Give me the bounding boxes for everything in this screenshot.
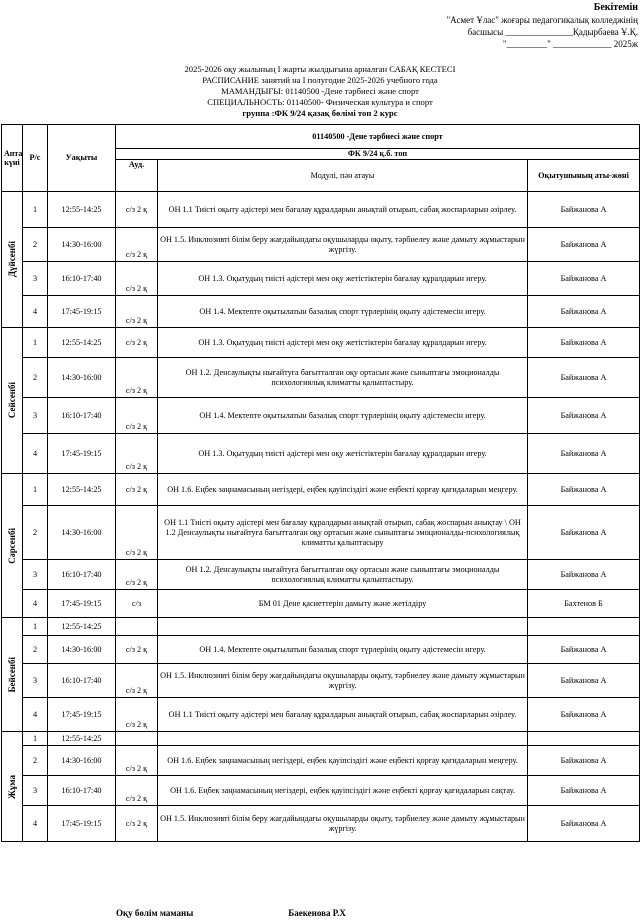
day-cell (2, 618, 23, 732)
day-cell (2, 328, 23, 474)
subject-name: ОН 1.4. Мектепте оқытылатын базалық спорт түрлерінің оқыту әдістемесін игеру. (158, 636, 528, 664)
table-row (2, 732, 640, 746)
teacher-name: Бахтенов Б (528, 590, 640, 618)
lesson-time: 17:45-19:15 (48, 296, 116, 328)
subject-name: ОН 1.1 Тиісті оқыту әдістері мен бағалау құралдарын анықтай отырып, сабақ жоспарларын әзірлеу. (158, 192, 528, 228)
lesson-number: 1 (23, 474, 48, 506)
classroom (116, 618, 158, 636)
subject-name: ОН 1.3. Оқытудың тиісті әдістері мен оқу жетістіктерін бағалау құралдарын игеру. (158, 434, 528, 474)
classroom: с/з (116, 590, 158, 618)
header-group: группа :ФК 9/24 қазақ бөлімі топ 2 курс (242, 108, 398, 118)
footer (116, 908, 346, 918)
teacher-name: Байжанова А (528, 806, 640, 842)
lesson-number: 3 (23, 776, 48, 806)
table-row (2, 698, 640, 732)
lesson-number: 2 (23, 358, 48, 398)
classroom: с/з 2 қ (116, 228, 158, 262)
teacher-name: Байжанова А (528, 698, 640, 732)
table-row (2, 560, 640, 590)
lesson-time: 16:10-17:40 (48, 398, 116, 434)
lesson-time: 14:30-16:00 (48, 636, 116, 664)
day-name: Сейсенбі (7, 382, 17, 419)
teacher-name: Байжанова А (528, 296, 640, 328)
lesson-time: 16:10-17:40 (48, 776, 116, 806)
subject-name: ОН 1.1 Тиісті оқыту әдістері мен бағалау құралдарын анықтай отырып, сабақ жоспарларын әзірлеу. (158, 698, 528, 732)
subject-name (158, 732, 528, 746)
footer-role: Оқу бөлім маманы (116, 908, 194, 918)
lesson-time: 17:45-19:15 (48, 698, 116, 732)
classroom: с/з 2 қ (116, 296, 158, 328)
table-row (2, 296, 640, 328)
lesson-time: 16:10-17:40 (48, 262, 116, 296)
subject-name: ОН 1.3. Оқытудың тиісті әдістері мен оқу жетістіктерін бағалау құралдарын игеру. (158, 262, 528, 296)
lesson-time: 14:30-16:00 (48, 228, 116, 262)
classroom: с/з 2 қ (116, 192, 158, 228)
subject-name: ОН 1.6. Еңбек заңнамасының негіздері, еңбек қауіпсіздігі және еңбекті қорғау қағидаларын сақтау. (158, 776, 528, 806)
subject-name: ОН 1.2. Денсаулықты нығайтуға бағытталған оқу ортасын және сыныптағы эмоционалды психологиялық климатты қалыптастыру. (158, 358, 528, 398)
subject-name: ОН 1.1 Тиісті оқыту әдістері мен бағалау құралдарын анықтай отырып, сабақ жоспарын анықтау \ ОН 1.2 Денсаулықты нығайтуға бағытталған оқу ортасын және сыныптағы эмоционалды-психологиялық климатты қалыптасыру (158, 506, 528, 560)
table-row (2, 618, 640, 636)
col-teacher-header: Оқытушының аты-жөні (528, 160, 640, 192)
subject-name: ОН 1.5. Инклюзивті білім беру жағдайындағы оқушыларды оқыту, тәрбиелеу және дамыту жұмыстарын жүргізу. (158, 228, 528, 262)
header-title-ru: РАСПИСАНИЕ занятий на I полугодие 2025-2026 учебного года (202, 75, 438, 85)
lesson-time: 12:55-14:25 (48, 732, 116, 746)
table-row (2, 664, 640, 698)
table-row (2, 358, 640, 398)
teacher-name: Байжанова А (528, 636, 640, 664)
group-title: ФК 9/24 қ.б. топ (116, 149, 640, 160)
teacher-name: Байжанова А (528, 262, 640, 296)
table-row (2, 506, 640, 560)
table-row (2, 636, 640, 664)
lesson-number: 1 (23, 328, 48, 358)
subject-name: ОН 1.5. Инклюзивті білім беру жағдайындағы оқушыларды оқыту, тәрбиелеу және дамыту жұмыстарын жүргізу. (158, 664, 528, 698)
approval-line-college: "Асмет Ұлас" жоғары педагогикалық колледжінің (446, 15, 638, 25)
col-subject-header: Модулі, пән атауы (158, 160, 528, 192)
classroom: с/з 2 қ (116, 746, 158, 776)
lesson-number: 3 (23, 664, 48, 698)
classroom: с/з 2 қ (116, 328, 158, 358)
table-row (2, 192, 640, 228)
classroom: с/з 2 қ (116, 434, 158, 474)
classroom: с/з 2 қ (116, 474, 158, 506)
col-time-header: Уақыты (48, 125, 116, 192)
day-cell (2, 192, 23, 328)
lesson-number: 4 (23, 296, 48, 328)
subject-name: ОН 1.6. Еңбек заңнамасының негіздері, еңбек қауіпсіздігі және еңбекті қорғау қағидаларын меңгеру. (158, 746, 528, 776)
lesson-time: 16:10-17:40 (48, 560, 116, 590)
header-specialty-kz: МАМАНДЫҒЫ: 01140500 -Дене тәрбиесі және спорт (221, 86, 419, 96)
lesson-number: 4 (23, 698, 48, 732)
subject-name: БМ 01 Дене қасиеттерін дамыту және жетілдіру (158, 590, 528, 618)
table-row (2, 806, 640, 842)
table-row (2, 398, 640, 434)
teacher-name (528, 618, 640, 636)
teacher-name: Байжанова А (528, 358, 640, 398)
lesson-time: 16:10-17:40 (48, 664, 116, 698)
teacher-name: Байжанова А (528, 474, 640, 506)
lesson-time: 12:55-14:25 (48, 328, 116, 358)
specialty-title: 01140500 -Дене тәрбиесі және спорт (116, 125, 640, 149)
classroom: с/з 2 қ (116, 358, 158, 398)
lesson-number: 3 (23, 262, 48, 296)
classroom: с/з 2 қ (116, 698, 158, 732)
lesson-time: 17:45-19:15 (48, 434, 116, 474)
subject-name: ОН 1.2. Денсаулықты нығайтуға бағытталған оқу ортасын және сыныптағы эмоционалды психологиялық климатты қалыптастыру. (158, 560, 528, 590)
lesson-number: 2 (23, 228, 48, 262)
table-row (2, 590, 640, 618)
col-day-header: Апта күні (2, 125, 23, 192)
lesson-time: 12:55-14:25 (48, 474, 116, 506)
lesson-number: 4 (23, 434, 48, 474)
classroom: с/з 2 қ (116, 560, 158, 590)
day-name: Жұма (7, 774, 17, 799)
col-aud-header: Ауд. (116, 160, 158, 192)
lesson-number: 1 (23, 618, 48, 636)
teacher-name: Байжанова А (528, 434, 640, 474)
subject-name: ОН 1.4. Мектепте оқытылатын базалық спорт түрлерінің оқыту әдістемесін игеру. (158, 398, 528, 434)
table-row (2, 328, 640, 358)
day-name: Бейсенбі (7, 656, 17, 693)
lesson-time: 14:30-16:00 (48, 358, 116, 398)
subject-name (158, 618, 528, 636)
lesson-time: 14:30-16:00 (48, 506, 116, 560)
lesson-number: 3 (23, 560, 48, 590)
day-cell (2, 474, 23, 618)
lesson-number: 2 (23, 746, 48, 776)
subject-name: ОН 1.4. Мектепте оқытылатын базалық спорт түрлерінің оқыту әдістемесін игеру. (158, 296, 528, 328)
teacher-name: Байжанова А (528, 328, 640, 358)
lesson-number: 3 (23, 398, 48, 434)
teacher-name: Байжанова А (528, 776, 640, 806)
teacher-name (528, 732, 640, 746)
day-name: Сәрсенбі (7, 527, 17, 564)
table-row (2, 776, 640, 806)
subject-name: ОН 1.5. Инклюзивті білім беру жағдайындағы оқушыларды оқыту, тәрбиелеу және дамыту жұмыстарын жүргізу. (158, 806, 528, 842)
col-num-header: Р/с (23, 125, 48, 192)
document-header (0, 64, 640, 119)
classroom: с/з 2 қ (116, 398, 158, 434)
classroom (116, 732, 158, 746)
teacher-name: Байжанова А (528, 506, 640, 560)
table-row (2, 746, 640, 776)
lesson-number: 1 (23, 192, 48, 228)
classroom: с/з 2 қ (116, 636, 158, 664)
lesson-time: 12:55-14:25 (48, 618, 116, 636)
table-row (2, 228, 640, 262)
lesson-time: 12:55-14:25 (48, 192, 116, 228)
teacher-name: Байжанова А (528, 398, 640, 434)
lesson-number: 4 (23, 806, 48, 842)
lesson-number: 4 (23, 590, 48, 618)
subject-name: ОН 1.3. Оқытудың тиісті әдістері мен оқу жетістіктерін бағалау құралдарын игеру. (158, 328, 528, 358)
lesson-number: 1 (23, 732, 48, 746)
lesson-time: 17:45-19:15 (48, 806, 116, 842)
header-title-kz: 2025-2026 оқу жылының І жарты жылдығына арналған САБАҚ КЕСТЕСІ (184, 64, 456, 74)
lesson-number: 2 (23, 506, 48, 560)
approval-block (338, 2, 638, 50)
classroom: с/з 2 қ (116, 262, 158, 296)
table-row (2, 434, 640, 474)
teacher-name: Байжанова А (528, 664, 640, 698)
footer-name: Баекенова Р.Х (288, 908, 346, 918)
header-specialty-ru: СПЕЦИАЛЬНОСТЬ: 01140500- Физическая культура и спорт (207, 97, 433, 107)
lesson-number: 2 (23, 636, 48, 664)
table-row (2, 262, 640, 296)
classroom: с/з 2 қ (116, 664, 158, 698)
approval-title: Бекітемін (593, 2, 638, 13)
teacher-name: Байжанова А (528, 746, 640, 776)
subject-name: ОН 1.6. Еңбек заңнамасының негіздері, еңбек қауіпсіздігі және еңбекті қорғау қағидаларын меңгеру. (158, 474, 528, 506)
approval-line-director: басшысы _______________Қадырбаева Ұ.Қ. (467, 27, 638, 37)
table-row (2, 474, 640, 506)
lesson-time: 17:45-19:15 (48, 590, 116, 618)
classroom: с/з 2 қ (116, 506, 158, 560)
approval-line-date: "_________" _____________ 2025ж (502, 39, 638, 49)
day-name: Дүйсенбі (7, 241, 17, 278)
teacher-name: Байжанова А (528, 228, 640, 262)
lesson-time: 14:30-16:00 (48, 746, 116, 776)
classroom: с/з 2 қ (116, 806, 158, 842)
schedule-table (1, 124, 640, 842)
teacher-name: Байжанова А (528, 560, 640, 590)
classroom: с/з 2 қ (116, 776, 158, 806)
teacher-name: Байжанова А (528, 192, 640, 228)
day-cell (2, 732, 23, 842)
